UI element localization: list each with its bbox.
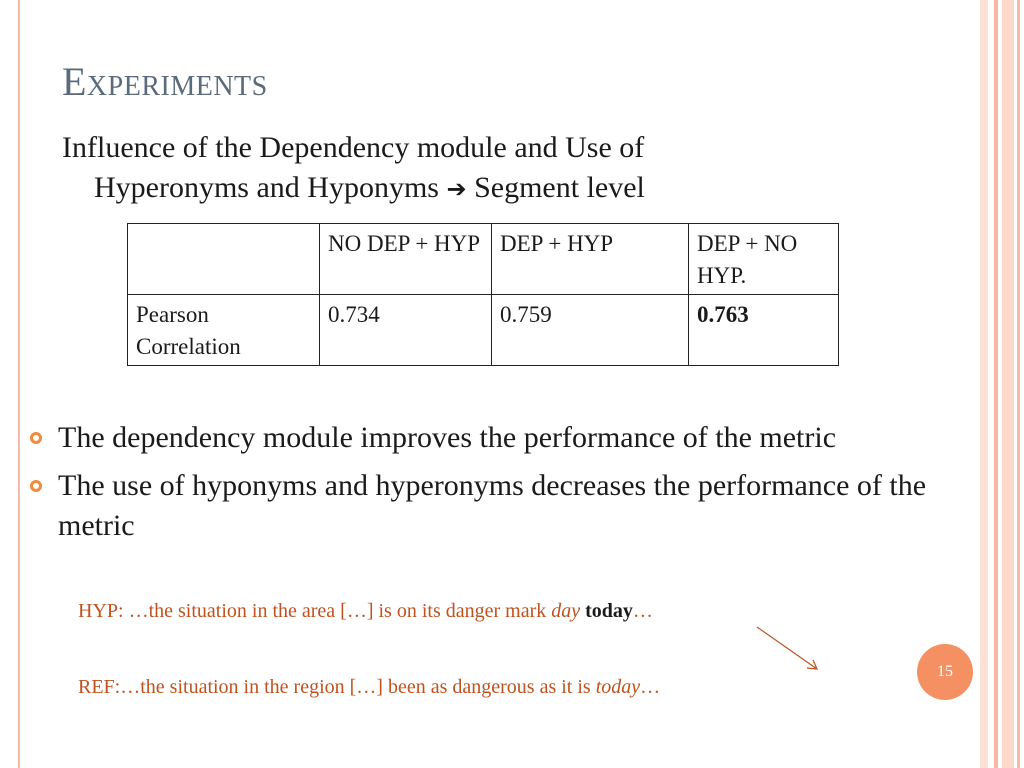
slide-title: Experiments: [62, 59, 268, 104]
table-cell: Pearson Correlation: [128, 295, 320, 366]
page-number-badge: 15: [917, 644, 973, 700]
slide-subtitle: [62, 128, 862, 209]
subtitle-line-2-start: Hyperonyms and Hyponyms: [94, 171, 439, 204]
results-table: [127, 223, 839, 366]
table-cell-best: 0.763: [689, 295, 839, 366]
left-border-line: [18, 0, 20, 768]
bullet-text: The dependency module improves the performance of the metric: [58, 421, 837, 454]
hyp-example: [78, 600, 653, 623]
subtitle-line-2: [62, 168, 862, 209]
table-header-cell: NO DEP + HYP: [320, 224, 492, 295]
hyp-suffix: …: [632, 600, 653, 622]
ref-suffix: …: [640, 676, 661, 698]
bullet-icon: [30, 432, 42, 444]
hyp-italic: day: [551, 600, 581, 622]
subtitle-line-2-end: Segment level: [474, 171, 645, 204]
table-header-cell: DEP + NO HYP.: [689, 224, 839, 295]
bullet-text: The use of hyponyms and hyperonyms decreases the performance of the metric: [58, 469, 927, 542]
table-header-row: [128, 224, 839, 295]
border-stripe: [1017, 0, 1020, 768]
table-header-cell: [128, 224, 320, 295]
hyp-prefix: HYP: …the situation in the area […] is on its danger mark: [78, 600, 552, 622]
list-item: [30, 466, 970, 546]
bullet-list: [30, 418, 970, 554]
arrow-icon: ➔: [446, 175, 467, 203]
right-border-stripes: [976, 0, 1024, 768]
table-cell: 0.759: [492, 295, 689, 366]
table-header-cell: DEP + HYP: [492, 224, 689, 295]
border-stripe: [994, 0, 998, 768]
list-item: [30, 418, 970, 458]
border-stripe: [1002, 0, 1014, 768]
ref-italic: today: [595, 676, 641, 698]
table-row: [128, 295, 839, 366]
ref-prefix: REF:…the situation in the region […] been as dangerous as it is: [78, 676, 596, 698]
table-cell: 0.734: [320, 295, 492, 366]
border-stripe: [980, 0, 988, 768]
hyp-bold: today: [585, 600, 633, 622]
ref-example: [78, 676, 660, 699]
subtitle-line-1: Influence of the Dependency module and Use of: [62, 131, 645, 164]
bullet-icon: [30, 480, 42, 492]
alignment-arrow-icon: [755, 625, 825, 675]
